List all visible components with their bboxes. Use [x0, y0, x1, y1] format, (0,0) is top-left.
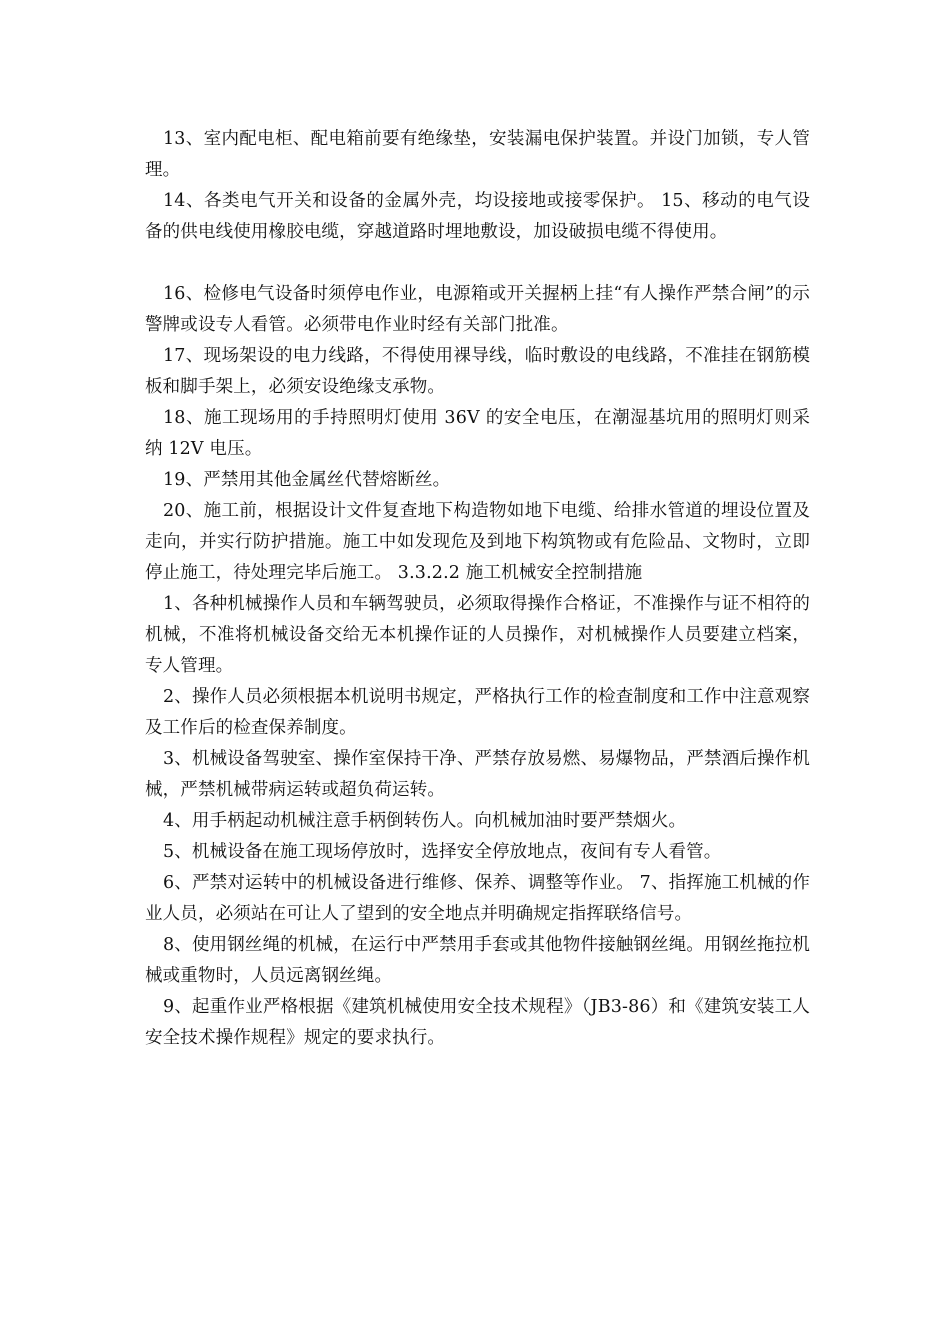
paragraph-gap — [145, 248, 810, 279]
paragraph-20: 20、施工前，根据设计文件复查地下构造物如地下电缆、给排水管道的埋设位置及走向，并实行防护措施。施工中如发现危及到地下构筑物或有危险品、文物时，立即停止施工，待处理完毕后施工。 3.3.2.2 施工机械安全控制措施 — [145, 501, 810, 583]
paragraph-machine-6-7: 6、严禁对运转中的机械设备进行维修、保养、调整等作业。 7、指挥施工机械的作业人员，必须站在可让人了望到的安全地点并明确规定指挥联络信号。 — [145, 873, 810, 924]
paragraph-machine-3: 3、机械设备驾驶室、操作室保持干净、严禁存放易燃、易爆物品，严禁酒后操作机械，严禁机械带病运转或超负荷运转。 — [145, 749, 810, 800]
paragraph-14-15: 14、各类电气开关和设备的金属外壳，均设接地或接零保护。 15、移动的电气设备的供电线使用橡胶电缆，穿越道路时埋地敷设，加设破损电缆不得使用。 — [145, 191, 810, 242]
paragraph-17: 17、现场架设的电力线路，不得使用裸导线，临时敷设的电线路，不准挂在钢筋模板和脚手架上，必须安设绝缘支承物。 — [145, 346, 810, 397]
paragraph-machine-2: 2、操作人员必须根据本机说明书规定，严格执行工作的检查制度和工作中注意观察及工作后的检查保养制度。 — [145, 687, 810, 738]
paragraph-19: 19、严禁用其他金属丝代替熔断丝。 — [163, 470, 451, 490]
paragraph-machine-9: 9、起重作业严格根据《建筑机械使用安全技术规程》（JB3-86）和《建筑安装工人安全技术操作规程》规定的要求执行。 — [145, 997, 810, 1048]
paragraph-13: 13、室内配电柜、配电箱前要有绝缘垫，安装漏电保护装置。并设门加锁，专人管理。 — [145, 129, 810, 180]
paragraph-machine-4: 4、用手柄起动机械注意手柄倒转伤人。向机械加油时要严禁烟火。 — [163, 811, 687, 831]
document-body — [145, 124, 810, 1054]
paragraph-machine-5: 5、机械设备在施工现场停放时，选择安全停放地点，夜间有专人看管。 — [163, 842, 722, 862]
paragraph-machine-1: 1、各种机械操作人员和车辆驾驶员，必须取得操作合格证，不准操作与证不相符的机械，不准将机械设备交给无本机操作证的人员操作，对机械操作人员要建立档案，专人管理。 — [145, 594, 810, 676]
paragraph-18: 18、施工现场用的手持照明灯使用 36V 的安全电压，在潮湿基坑用的照明灯则采纳 12V 电压。 — [145, 408, 810, 459]
paragraph-16: 16、检修电气设备时须停电作业，电源箱或开关握柄上挂“有人操作严禁合闸”的示警牌或设专人看管。必须带电作业时经有关部门批准。 — [145, 284, 810, 335]
paragraph-machine-8: 8、使用钢丝绳的机械，在运行中严禁用手套或其他物件接触钢丝绳。用钢丝拖拉机械或重物时，人员远离钢丝绳。 — [145, 935, 810, 986]
